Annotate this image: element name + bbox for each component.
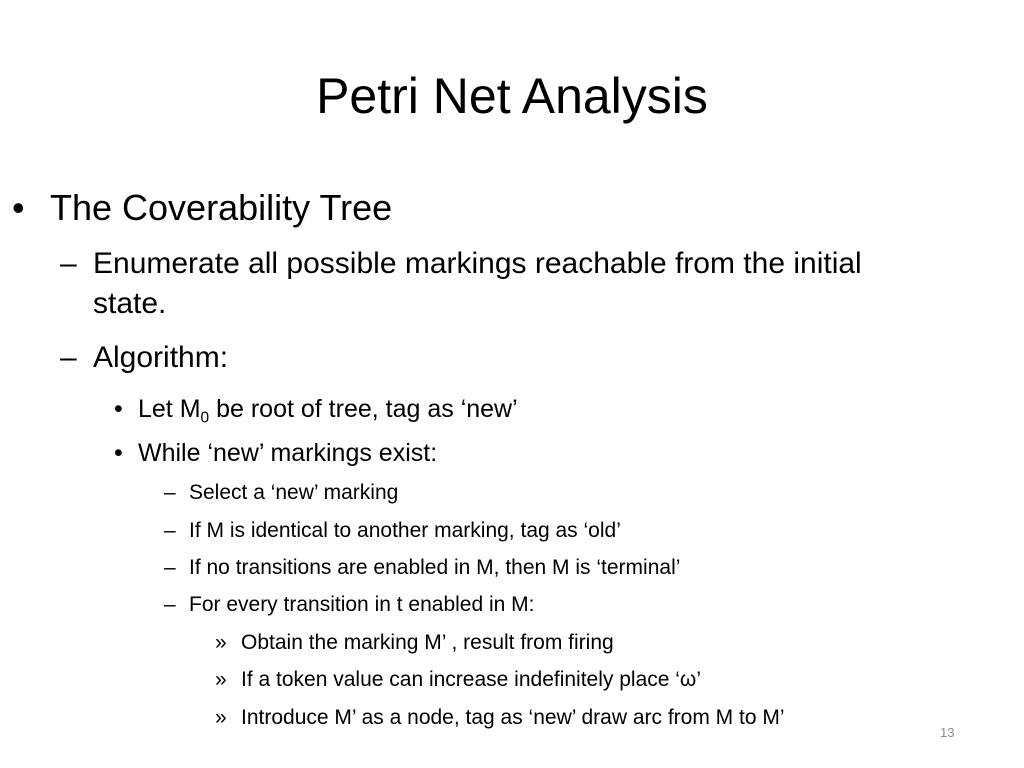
bullet-obtain (215, 628, 614, 658)
dash-marker: – (60, 247, 77, 280)
bullet-text: Select a ‘new’ marking (189, 481, 399, 504)
dash-marker: – (60, 341, 77, 374)
root-of-tree-text: be root of tree, tag as ‘new’ (209, 395, 518, 423)
bullet-text: If no transitions are enabled in M, then M is ‘terminal’ (189, 556, 681, 579)
bullet-text: If M is identical to another marking, tag as ‘old’ (189, 519, 621, 542)
bullet-algorithm (60, 338, 228, 378)
bullet-marker: • (114, 439, 123, 467)
bullet-for-every (164, 590, 535, 620)
page-number: 13 (940, 725, 955, 740)
slide-title: Petri Net Analysis (316, 68, 708, 124)
dash-marker: – (164, 556, 176, 579)
bullet-introduce (215, 703, 785, 733)
dash-marker: – (164, 593, 176, 616)
chevron-marker: » (215, 706, 227, 729)
dash-marker: – (164, 481, 176, 504)
bullet-enumerate (60, 244, 960, 324)
bullet-text: Enumerate all possible markings reachable from the initial state. (93, 247, 862, 320)
bullet-marker: • (12, 187, 25, 228)
bullet-while-new (114, 436, 437, 470)
bullet-coverability-tree (12, 186, 392, 230)
bullet-if-token (215, 665, 701, 695)
bullet-if-identical (164, 516, 621, 546)
bullet-if-no-transitions (164, 553, 680, 583)
subscript-zero: 0 (200, 409, 210, 427)
bullet-text: While ‘new’ markings exist: (138, 439, 438, 467)
bullet-text (138, 392, 518, 426)
bullet-text: Obtain the marking M’ , result from firing (241, 631, 614, 654)
bullet-text: Introduce M’ as a node, tag as ‘new’ draw arc from M to M’ (241, 706, 785, 729)
bullet-select-new (164, 478, 398, 508)
chevron-marker: » (215, 668, 227, 691)
bullet-marker: • (114, 395, 123, 423)
bullet-text: For every transition in t enabled in M: (189, 593, 535, 616)
bullet-text: If a token value can increase indefinitely place ‘ω’ (241, 668, 701, 691)
bullet-text: Algorithm: (93, 341, 229, 374)
chevron-marker: » (215, 631, 227, 654)
bullet-let-m0 (114, 392, 518, 426)
dash-marker: – (164, 519, 176, 542)
bullet-text: The Coverability Tree (50, 187, 393, 228)
let-m-text: Let M (138, 395, 201, 423)
